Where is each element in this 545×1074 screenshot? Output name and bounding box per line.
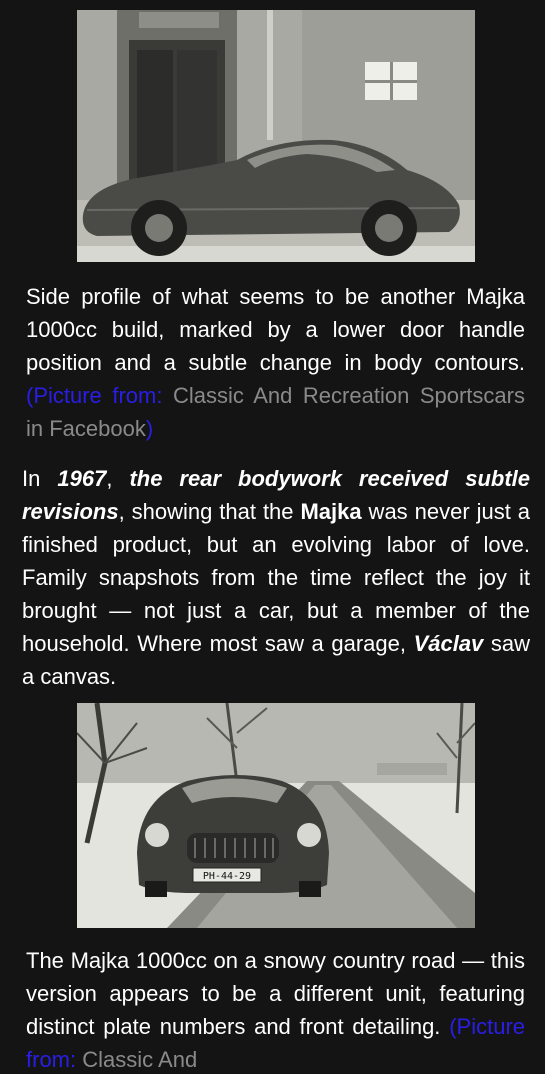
paragraph-end: saw a canvas. xyxy=(22,631,530,689)
picture-credit-close: ) xyxy=(145,416,154,441)
paragraph-car-name: Majka xyxy=(300,499,362,524)
snowy-road-car-photo xyxy=(77,703,475,928)
paragraph-emphasis: the rear bodywork received subtle revisions xyxy=(22,466,530,524)
side-profile-car-photo xyxy=(77,10,475,262)
photo-caption xyxy=(26,280,525,445)
license-plate: PH-44-29 xyxy=(202,871,252,882)
paragraph-person-name: Václav xyxy=(413,631,484,656)
picture-credit-source[interactable]: Classic And xyxy=(82,1047,198,1072)
paragraph-body: was never just a finished product, but an evolving labor of love. Family snapshots from the time reflect the joy it brought — not just a car, but a member of the household. Where most saw a garage, xyxy=(22,499,530,656)
paragraph-year: 1967 xyxy=(57,466,107,491)
caption-text: The Majka 1000cc on a snowy country road — this version appears to be a different unit, featuring distinct plate numbers and front detailing. xyxy=(26,948,525,1039)
paragraph-middle: , showing that the xyxy=(118,499,301,524)
picture-credit-link[interactable]: (Picture from: xyxy=(26,383,163,408)
paragraph-lead: In xyxy=(22,466,58,491)
picture-credit-link[interactable]: (Picture from: xyxy=(26,1014,525,1072)
picture-credit-source[interactable]: Classic And Recreation Sportscars in Facebook xyxy=(26,383,525,441)
article-paragraph xyxy=(22,462,530,693)
photo-caption xyxy=(26,944,525,1074)
caption-text: Side profile of what seems to be another Majka 1000cc build, marked by a lower door handle position and a subtle change in body contours. xyxy=(26,284,525,375)
paragraph-separator: , xyxy=(106,466,130,491)
